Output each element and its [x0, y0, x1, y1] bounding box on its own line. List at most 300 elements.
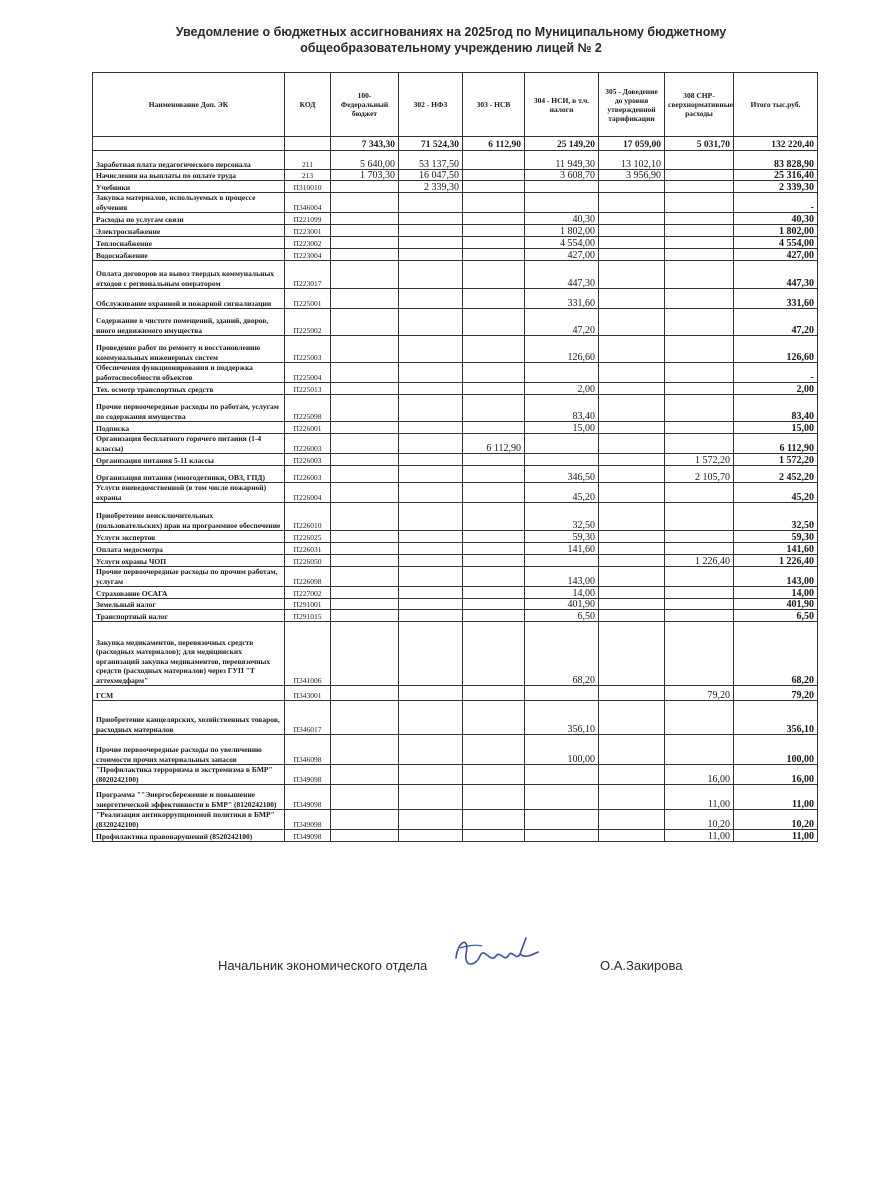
row-code: П226025	[285, 531, 331, 543]
signatory-position: Начальник экономического отдела	[218, 958, 428, 973]
table-row	[93, 363, 818, 383]
row-nsv	[463, 261, 525, 289]
row-tarification	[599, 543, 665, 555]
row-code: П223002	[285, 237, 331, 249]
table-row	[93, 735, 818, 765]
row-name: Земельный налог	[93, 599, 285, 610]
document-title	[90, 24, 812, 56]
row-nsv	[463, 363, 525, 383]
row-snr	[665, 181, 734, 193]
row-nfz	[399, 363, 463, 383]
table-row	[93, 567, 818, 587]
row-nfz	[399, 336, 463, 363]
row-federal	[331, 422, 399, 434]
row-name: Оплата медосмотра	[93, 543, 285, 555]
row-nfz	[399, 810, 463, 830]
row-tarification	[599, 599, 665, 610]
row-nsi: 3 608,70	[525, 170, 599, 181]
row-name: Прочие первоочередные расходы по работам, услугам по содержания имущества	[93, 395, 285, 422]
summary-name	[93, 137, 285, 151]
row-federal	[331, 531, 399, 543]
table-row	[93, 151, 818, 170]
row-federal	[331, 289, 399, 309]
row-nfz	[399, 765, 463, 785]
row-code: П343001	[285, 686, 331, 701]
row-nsv	[463, 610, 525, 622]
row-tarification: 13 102,10	[599, 151, 665, 170]
row-nsv	[463, 170, 525, 181]
row-federal	[331, 249, 399, 261]
row-federal	[331, 336, 399, 363]
row-federal	[331, 785, 399, 810]
row-code: П226003	[285, 466, 331, 483]
row-name: Организация бесплатного горячего питания (1-4 классы)	[93, 434, 285, 454]
row-name: Услуги экспертов	[93, 531, 285, 543]
row-tarification	[599, 830, 665, 842]
row-nsi: 59,30	[525, 531, 599, 543]
row-snr	[665, 193, 734, 213]
row-snr	[665, 622, 734, 686]
table-row	[93, 587, 818, 599]
summary-code	[285, 137, 331, 151]
row-total: 126,60	[734, 336, 818, 363]
row-name: Профилактика правонарушений (8520242100)	[93, 830, 285, 842]
row-nsv	[463, 531, 525, 543]
row-total: 143,00	[734, 567, 818, 587]
row-total: 331,60	[734, 289, 818, 309]
row-tarification	[599, 383, 665, 395]
row-total: 100,00	[734, 735, 818, 765]
row-federal	[331, 622, 399, 686]
row-code: П225004	[285, 363, 331, 383]
row-tarification	[599, 785, 665, 810]
row-name: Услуги охраны ЧОП	[93, 555, 285, 567]
row-total: 83,40	[734, 395, 818, 422]
row-snr	[665, 422, 734, 434]
row-federal	[331, 503, 399, 531]
row-nsi	[525, 454, 599, 466]
row-nsi: 401,90	[525, 599, 599, 610]
row-federal	[331, 466, 399, 483]
row-total: 68,20	[734, 622, 818, 686]
table-row	[93, 383, 818, 395]
row-total: 83 828,90	[734, 151, 818, 170]
row-snr	[665, 531, 734, 543]
row-name: Страхование ОСАГА	[93, 587, 285, 599]
budget-table	[92, 72, 818, 842]
row-nfz	[399, 686, 463, 701]
row-name: Расходы по услугам связи	[93, 213, 285, 225]
row-name: Начисления на выплаты по оплате труда	[93, 170, 285, 181]
row-code: 211	[285, 151, 331, 170]
summary-nsv: 6 112,90	[463, 137, 525, 151]
row-snr	[665, 383, 734, 395]
row-nfz	[399, 610, 463, 622]
row-federal	[331, 599, 399, 610]
row-nsv	[463, 765, 525, 785]
table-row	[93, 434, 818, 454]
row-nfz	[399, 830, 463, 842]
row-nfz	[399, 735, 463, 765]
row-nfz	[399, 555, 463, 567]
row-total: 447,30	[734, 261, 818, 289]
row-nsi: 32,50	[525, 503, 599, 531]
row-name: Закупка материалов, используемых в процессе обучения	[93, 193, 285, 213]
table-row	[93, 503, 818, 531]
row-nsi: 15,00	[525, 422, 599, 434]
row-nsi: 427,00	[525, 249, 599, 261]
table-row	[93, 765, 818, 785]
row-federal	[331, 483, 399, 503]
row-code: П226003	[285, 454, 331, 466]
row-code: П225002	[285, 309, 331, 336]
row-nsi: 4 554,00	[525, 237, 599, 249]
row-nfz: 16 047,50	[399, 170, 463, 181]
row-nsv	[463, 383, 525, 395]
row-nfz	[399, 261, 463, 289]
row-nsv	[463, 213, 525, 225]
row-nsi	[525, 181, 599, 193]
table-row	[93, 555, 818, 567]
table-row	[93, 483, 818, 503]
row-nfz	[399, 193, 463, 213]
row-code: П349098	[285, 830, 331, 842]
row-nfz	[399, 383, 463, 395]
title-line-1: Уведомление о бюджетных ассигнованиях на 2025год по Муниципальному бюджетному	[175, 25, 727, 39]
row-nsi: 126,60	[525, 336, 599, 363]
row-name: Организация питания 5-11 классы	[93, 454, 285, 466]
row-federal	[331, 454, 399, 466]
title-line-2: общеобразовательному учреждению лицей № 2	[300, 41, 602, 55]
row-nfz	[399, 454, 463, 466]
row-code: П226004	[285, 483, 331, 503]
row-code: 213	[285, 170, 331, 181]
row-name: Прочие первоочередные расходы по увеличению стоимости прочих материальных запасов	[93, 735, 285, 765]
row-nsi: 14,00	[525, 587, 599, 599]
row-federal	[331, 225, 399, 237]
row-nsi	[525, 363, 599, 383]
table-row	[93, 249, 818, 261]
row-snr: 79,20	[665, 686, 734, 701]
row-code: П226098	[285, 567, 331, 587]
row-code: П310010	[285, 181, 331, 193]
row-nfz	[399, 483, 463, 503]
table-row	[93, 686, 818, 701]
row-snr	[665, 567, 734, 587]
row-nsv	[463, 395, 525, 422]
row-federal	[331, 383, 399, 395]
row-snr	[665, 543, 734, 555]
row-name: "Реализация антикоррупционной политики в БМР" (8320242100)	[93, 810, 285, 830]
row-nsi: 47,20	[525, 309, 599, 336]
row-nfz	[399, 531, 463, 543]
row-code: П221099	[285, 213, 331, 225]
row-tarification	[599, 810, 665, 830]
row-code: П226031	[285, 543, 331, 555]
row-snr	[665, 599, 734, 610]
row-nfz	[399, 543, 463, 555]
row-tarification	[599, 249, 665, 261]
row-nsi: 331,60	[525, 289, 599, 309]
row-snr	[665, 289, 734, 309]
row-federal	[331, 543, 399, 555]
row-nsv	[463, 543, 525, 555]
table-row	[93, 599, 818, 610]
row-nsi: 40,30	[525, 213, 599, 225]
row-name: Содержание в чистоте помещений, зданий, дворов, иного недвижимого имущества	[93, 309, 285, 336]
row-nsi: 346,50	[525, 466, 599, 483]
row-total: 47,20	[734, 309, 818, 336]
row-snr	[665, 249, 734, 261]
row-federal: 5 640,00	[331, 151, 399, 170]
row-nsv	[463, 701, 525, 735]
row-nfz	[399, 434, 463, 454]
row-nsi: 447,30	[525, 261, 599, 289]
row-federal	[331, 567, 399, 587]
row-nsv	[463, 237, 525, 249]
row-nfz	[399, 599, 463, 610]
row-federal	[331, 213, 399, 225]
header-name: Наименование Доп. ЭК	[93, 73, 285, 137]
row-tarification	[599, 622, 665, 686]
row-total: 59,30	[734, 531, 818, 543]
row-nsv	[463, 422, 525, 434]
table-row	[93, 336, 818, 363]
row-total: 141,60	[734, 543, 818, 555]
table-row	[93, 830, 818, 842]
row-total: 4 554,00	[734, 237, 818, 249]
row-tarification	[599, 701, 665, 735]
row-federal	[331, 309, 399, 336]
row-federal	[331, 610, 399, 622]
row-nsv	[463, 735, 525, 765]
row-federal	[331, 181, 399, 193]
row-code: П226010	[285, 503, 331, 531]
row-nsv	[463, 193, 525, 213]
table-row	[93, 810, 818, 830]
table-row	[93, 622, 818, 686]
row-nsv	[463, 454, 525, 466]
row-total: -	[734, 193, 818, 213]
row-tarification	[599, 261, 665, 289]
row-federal	[331, 587, 399, 599]
summary-row	[93, 137, 818, 151]
row-nfz	[399, 466, 463, 483]
row-code: П346017	[285, 701, 331, 735]
row-name: "Профилактика терроризма и экстремизма в БМР" (8020242100)	[93, 765, 285, 785]
row-tarification	[599, 555, 665, 567]
row-total: 11,00	[734, 785, 818, 810]
row-code: П349098	[285, 785, 331, 810]
table-row	[93, 261, 818, 289]
row-tarification	[599, 395, 665, 422]
row-snr	[665, 735, 734, 765]
row-code: П225001	[285, 289, 331, 309]
row-nsv	[463, 309, 525, 336]
row-nsv	[463, 587, 525, 599]
row-tarification	[599, 309, 665, 336]
table-row	[93, 610, 818, 622]
header-row	[93, 73, 818, 137]
row-name: Тех. осмотр транспортных средств	[93, 383, 285, 395]
row-total: 6 112,90	[734, 434, 818, 454]
row-name: Теплоснабжение	[93, 237, 285, 249]
row-nfz	[399, 701, 463, 735]
row-snr: 11,00	[665, 830, 734, 842]
row-tarification: 3 956,90	[599, 170, 665, 181]
row-snr: 10,20	[665, 810, 734, 830]
row-total: 79,20	[734, 686, 818, 701]
row-name: ГСМ	[93, 686, 285, 701]
row-nsv	[463, 225, 525, 237]
table-row	[93, 213, 818, 225]
row-code: П341006	[285, 622, 331, 686]
row-tarification	[599, 567, 665, 587]
row-total: 15,00	[734, 422, 818, 434]
row-code: П349098	[285, 765, 331, 785]
row-snr	[665, 309, 734, 336]
row-nfz	[399, 237, 463, 249]
row-total: -	[734, 363, 818, 383]
row-code: П223004	[285, 249, 331, 261]
row-federal	[331, 237, 399, 249]
row-name: Оплата договоров на вывоз твердых коммунальных отходов с региональным оператором	[93, 261, 285, 289]
row-nsi: 143,00	[525, 567, 599, 587]
row-name: Водоснабжение	[93, 249, 285, 261]
row-nsv	[463, 622, 525, 686]
row-federal	[331, 434, 399, 454]
row-federal: 1 703,30	[331, 170, 399, 181]
row-total: 6,50	[734, 610, 818, 622]
row-snr	[665, 363, 734, 383]
row-tarification	[599, 686, 665, 701]
table-row	[93, 309, 818, 336]
row-name: Обслуживание охранной и пожарной сигнализации	[93, 289, 285, 309]
row-nsi: 83,40	[525, 395, 599, 422]
row-tarification	[599, 213, 665, 225]
row-tarification	[599, 181, 665, 193]
row-nsv	[463, 466, 525, 483]
row-nsi: 2,00	[525, 383, 599, 395]
row-total: 2,00	[734, 383, 818, 395]
row-snr: 2 105,70	[665, 466, 734, 483]
header-snr: 308 СНР-сверхнормативные расходы	[665, 73, 734, 137]
row-snr	[665, 483, 734, 503]
summary-total: 132 220,40	[734, 137, 818, 151]
row-tarification	[599, 466, 665, 483]
row-total: 11,00	[734, 830, 818, 842]
table-row	[93, 701, 818, 735]
row-name: Обеспечения функционирования и поддержка работоспособности объектов	[93, 363, 285, 383]
row-name: Учебники	[93, 181, 285, 193]
row-total: 10,20	[734, 810, 818, 830]
row-name: Подписка	[93, 422, 285, 434]
summary-nsi: 25 149,20	[525, 137, 599, 151]
row-nsi: 6,50	[525, 610, 599, 622]
row-snr	[665, 170, 734, 181]
row-code: П291001	[285, 599, 331, 610]
row-nsi	[525, 830, 599, 842]
row-nsi: 1 802,00	[525, 225, 599, 237]
row-code: П225013	[285, 383, 331, 395]
row-nsv	[463, 686, 525, 701]
row-nsv	[463, 830, 525, 842]
row-nfz	[399, 225, 463, 237]
row-nsv	[463, 555, 525, 567]
row-federal	[331, 395, 399, 422]
header-federal-budget: 100-Федеральный бюджет	[331, 73, 399, 137]
row-snr: 1 572,20	[665, 454, 734, 466]
row-nsi: 45,20	[525, 483, 599, 503]
row-nsi	[525, 434, 599, 454]
table-row	[93, 543, 818, 555]
row-nsi	[525, 193, 599, 213]
header-nsi: 304 - НСИ, в т.ч. налоги	[525, 73, 599, 137]
row-nsi: 356,10	[525, 701, 599, 735]
row-code: П225003	[285, 336, 331, 363]
row-snr	[665, 225, 734, 237]
table-row	[93, 237, 818, 249]
row-code: П291015	[285, 610, 331, 622]
header-total: Итого тыс.руб.	[734, 73, 818, 137]
row-federal	[331, 686, 399, 701]
row-code: П223001	[285, 225, 331, 237]
row-tarification	[599, 503, 665, 531]
row-federal	[331, 363, 399, 383]
row-total: 2 452,20	[734, 466, 818, 483]
summary-nfz: 71 524,30	[399, 137, 463, 151]
row-snr	[665, 336, 734, 363]
summary-snr: 5 031,70	[665, 137, 734, 151]
row-snr	[665, 261, 734, 289]
row-total: 2 339,30	[734, 181, 818, 193]
row-code: П227002	[285, 587, 331, 599]
row-snr	[665, 701, 734, 735]
row-code: П226001	[285, 422, 331, 434]
row-snr	[665, 395, 734, 422]
row-nfz	[399, 587, 463, 599]
handwritten-signature	[446, 928, 542, 980]
header-code: КОД	[285, 73, 331, 137]
row-nfz	[399, 785, 463, 810]
table-row	[93, 422, 818, 434]
row-snr: 1 226,40	[665, 555, 734, 567]
header-nsv: 303 - НСВ	[463, 73, 525, 137]
row-nfz	[399, 395, 463, 422]
table-row	[93, 785, 818, 810]
table-row	[93, 289, 818, 309]
row-nsv	[463, 181, 525, 193]
row-nsv	[463, 503, 525, 531]
row-tarification	[599, 765, 665, 785]
row-nsv	[463, 567, 525, 587]
row-federal	[331, 701, 399, 735]
row-snr	[665, 587, 734, 599]
row-total: 45,20	[734, 483, 818, 503]
table-row	[93, 181, 818, 193]
row-total: 14,00	[734, 587, 818, 599]
row-name: Услуги вневедомственной (в том числе пожарной) охраны	[93, 483, 285, 503]
row-total: 356,10	[734, 701, 818, 735]
row-nsv	[463, 483, 525, 503]
row-nsi: 11 949,30	[525, 151, 599, 170]
row-total: 1 572,20	[734, 454, 818, 466]
row-tarification	[599, 336, 665, 363]
row-tarification	[599, 225, 665, 237]
row-code: П226003	[285, 434, 331, 454]
row-federal	[331, 193, 399, 213]
row-code: П225098	[285, 395, 331, 422]
